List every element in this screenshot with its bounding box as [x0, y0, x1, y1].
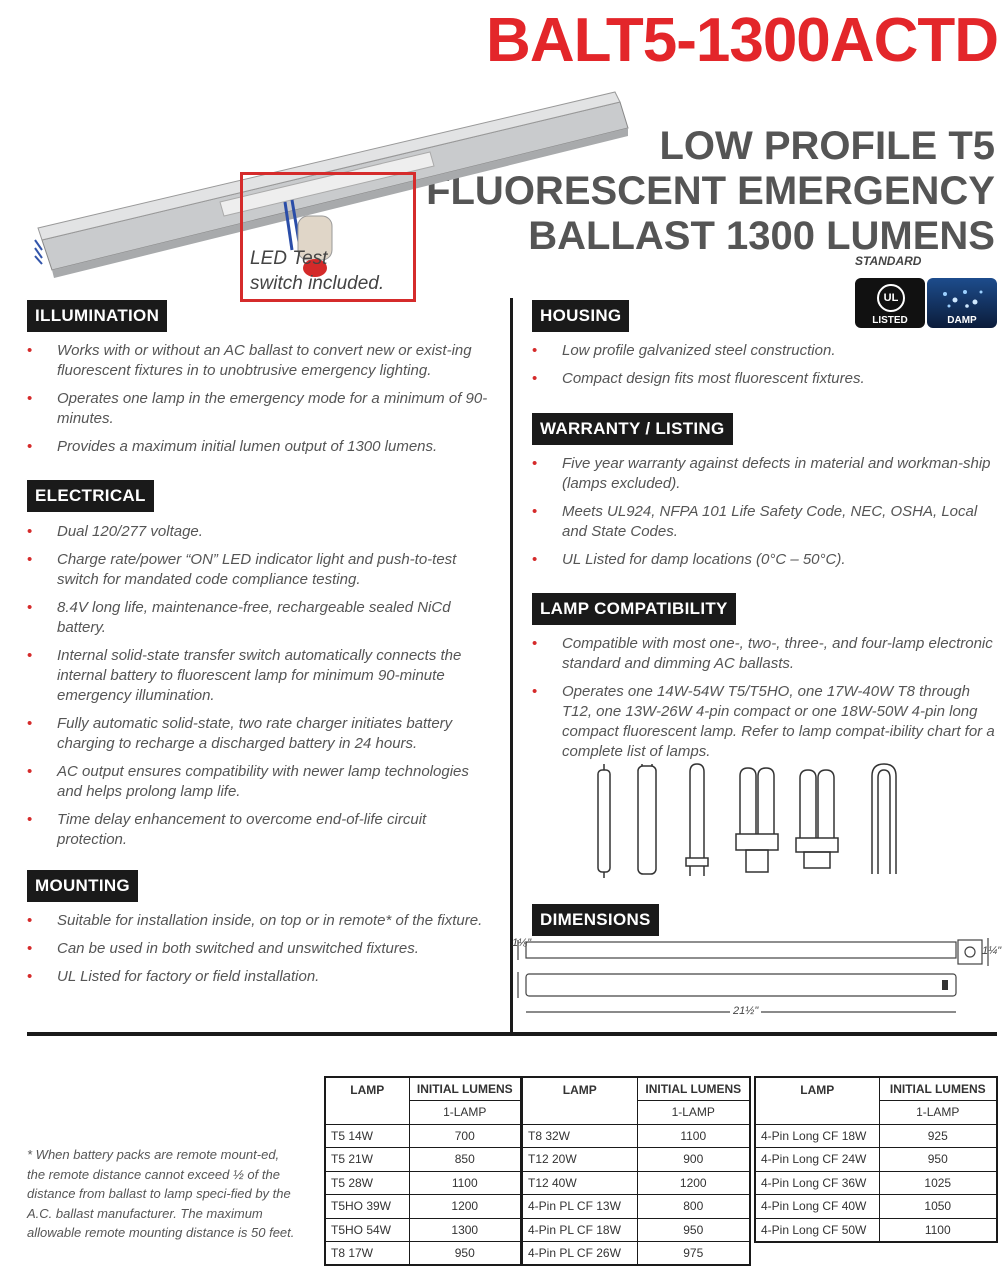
lamp-cell: 4-Pin PL CF 13W	[522, 1195, 637, 1219]
t5-lamp-icon	[598, 764, 610, 878]
water-drops-icon	[937, 286, 987, 312]
electrical-heading	[27, 480, 154, 512]
table-row	[755, 1195, 997, 1219]
table-row	[325, 1218, 521, 1242]
list-item: • Works with or without an AC ballast to convert new or exist-ing fluorescent fixtures in to unobtrusive emergency lighting.	[27, 341, 492, 381]
lumens-cell: 700	[409, 1124, 521, 1148]
dimensions-title: DIMENSIONS	[532, 904, 659, 936]
list-item: • Can be used in both switched and unswitched fixtures.	[27, 939, 497, 959]
col-subheader: 1-LAMP	[637, 1101, 750, 1125]
table-row	[522, 1195, 750, 1219]
table-row	[522, 1124, 750, 1148]
lamp-lumens-table-2	[521, 1076, 751, 1266]
table-row	[755, 1148, 997, 1172]
lamp-cell: 4-Pin Long CF 18W	[755, 1124, 879, 1148]
lamp-cell: 4-Pin Long CF 50W	[755, 1218, 879, 1242]
ul-logo-icon: UL	[877, 284, 905, 312]
col-subheader: 1-LAMP	[409, 1101, 521, 1125]
lamp-cell: 4-Pin Long CF 40W	[755, 1195, 879, 1219]
damp-badge	[927, 278, 997, 328]
lumens-cell: 950	[637, 1218, 750, 1242]
table-row	[755, 1171, 997, 1195]
lumens-cell: 1100	[879, 1218, 997, 1242]
damp-label: DAMP	[947, 315, 977, 326]
mounting-title: MOUNTING	[27, 870, 138, 902]
col-subheader: 1-LAMP	[879, 1101, 997, 1125]
lamp-types-illustration	[590, 762, 910, 880]
col-header-lamp: LAMP	[755, 1077, 879, 1124]
col-header-lumens: INITIAL LUMENS	[637, 1077, 750, 1101]
table-row	[325, 1195, 521, 1219]
electrical-title: ELECTRICAL	[27, 480, 154, 512]
lamp-cell: 4-Pin PL CF 18W	[522, 1218, 637, 1242]
illumination-list	[27, 341, 492, 465]
list-item: • AC output ensures compatibility with newer lamp technologies and helps prolong lamp life.	[27, 762, 492, 802]
lumens-cell: 800	[637, 1195, 750, 1219]
lamp-cell: T5HO 54W	[325, 1218, 409, 1242]
lamp-lumens-table-1	[324, 1076, 522, 1266]
lamp-cell: T5 21W	[325, 1148, 409, 1172]
callout-line: LED Test	[250, 248, 328, 269]
led-test-callout	[250, 246, 384, 296]
u-lamp-icon	[872, 764, 896, 874]
lumens-cell: 1200	[409, 1195, 521, 1219]
list-item: • Provides a maximum initial lumen output of 1300 lumens.	[27, 437, 492, 457]
callout-line: switch included.	[250, 273, 385, 294]
column-divider	[510, 298, 513, 1034]
table-row	[325, 1242, 521, 1266]
table-row	[522, 1148, 750, 1172]
list-item: • Operates one lamp in the emergency mode for a minimum of 90-minutes.	[27, 389, 492, 429]
col-header-lamp: LAMP	[522, 1077, 637, 1124]
section-divider	[27, 1032, 997, 1036]
lumens-cell: 900	[637, 1148, 750, 1172]
lumens-cell: 950	[879, 1148, 997, 1172]
illumination-heading	[27, 300, 167, 332]
lamp-lumens-table-3	[754, 1076, 998, 1243]
lumens-cell: 975	[637, 1242, 750, 1266]
lamp-cell: 4-Pin Long CF 36W	[755, 1171, 879, 1195]
list-item: • Suitable for installation inside, on top or in remote* of the fixture.	[27, 911, 497, 931]
subtitle-line: FLUORESCENT EMERGENCY	[426, 169, 995, 213]
ul-listed-badge	[855, 278, 925, 328]
illumination-title: ILLUMINATION	[27, 300, 167, 332]
lamp-compat-title: LAMP COMPATIBILITY	[532, 593, 736, 625]
lumens-cell: 850	[409, 1148, 521, 1172]
lumens-cell: 1100	[637, 1124, 750, 1148]
lumens-cell: 1200	[637, 1171, 750, 1195]
model-number: BALT5-1300ACTD	[486, 6, 998, 75]
lamp-cell: T8 32W	[522, 1124, 637, 1148]
table-row	[325, 1124, 521, 1148]
list-item: • Compatible with most one-, two-, three-, and four-lamp electronic standard and dimming AC ballasts.	[532, 634, 997, 674]
list-item: • Dual 120/277 voltage.	[27, 522, 492, 542]
warranty-title: WARRANTY / LISTING	[532, 413, 733, 445]
col-header-lumens: INITIAL LUMENS	[409, 1077, 521, 1101]
list-item: • Meets UL924, NFPA 101 Life Safety Code, NEC, OSHA, Local and State Codes.	[532, 502, 997, 542]
table-row	[755, 1124, 997, 1148]
lumens-cell: 1100	[409, 1171, 521, 1195]
lamp-cell: T5 14W	[325, 1124, 409, 1148]
table-row	[325, 1148, 521, 1172]
table-row	[755, 1218, 997, 1242]
lumens-cell: 1025	[879, 1171, 997, 1195]
t8-lamp-icon	[638, 764, 656, 874]
list-item: • Compact design fits most fluorescent fixtures.	[532, 369, 997, 389]
warranty-list	[532, 454, 997, 578]
lumens-cell: 1050	[879, 1195, 997, 1219]
list-item: • Operates one 14W-54W T5/T5HO, one 17W-40W T8 through T12, one 13W-26W 4-pin compact or one 18W-50W 4-pin long compact fluorescent lamp. Refer to lamp compat-ibility chart for a complete list of lamps.	[532, 682, 997, 762]
list-item: • UL Listed for damp locations (0°C – 50°C).	[532, 550, 997, 570]
lamp-cell: 4-Pin Long CF 24W	[755, 1148, 879, 1172]
dim-width-label: 1¼"	[982, 945, 1002, 957]
table-row	[522, 1171, 750, 1195]
dim-height-label: 1⅛"	[512, 937, 532, 949]
electrical-list	[27, 522, 492, 858]
lamp-cell: T8 17W	[325, 1242, 409, 1266]
warranty-heading	[532, 413, 733, 445]
list-item: • Low profile galvanized steel construction.	[532, 341, 997, 361]
standard-label: STANDARD	[855, 254, 922, 268]
col-header-lamp: LAMP	[325, 1077, 409, 1124]
lamp-cell: 4-Pin PL CF 26W	[522, 1242, 637, 1266]
listed-label: LISTED	[872, 315, 908, 326]
lamp-cell: T5 28W	[325, 1171, 409, 1195]
table-row	[522, 1242, 750, 1266]
list-item: • Charge rate/power “ON” LED indicator light and push-to-test switch for mandated code compliance testing.	[27, 550, 492, 590]
mounting-list	[27, 911, 497, 995]
long-cf-lamp-icon	[686, 764, 708, 876]
housing-list	[532, 341, 997, 397]
quad-cf-lamp-icon	[796, 770, 838, 868]
lumens-cell: 950	[409, 1242, 521, 1266]
lamp-cell: T12 40W	[522, 1171, 637, 1195]
subtitle-line: LOW PROFILE T5	[659, 124, 995, 168]
list-item: • 8.4V long life, maintenance-free, rechargeable sealed NiCd battery.	[27, 598, 492, 638]
col-header-lumens: INITIAL LUMENS	[879, 1077, 997, 1101]
list-item: • Five year warranty against defects in material and workman-ship (lamps excluded).	[532, 454, 997, 494]
table-row	[325, 1171, 521, 1195]
pl-cf-lamp-icon	[736, 768, 778, 872]
lumens-cell: 1300	[409, 1218, 521, 1242]
table-row	[522, 1218, 750, 1242]
lamp-compat-list	[532, 634, 997, 770]
lamp-cell: T5HO 39W	[325, 1195, 409, 1219]
lamp-compat-heading	[532, 593, 736, 625]
housing-heading	[532, 300, 629, 332]
mounting-heading	[27, 870, 138, 902]
list-item: • Internal solid-state transfer switch automatically connects the internal battery to fluorescent lamp for minimum 90-minute emergency illumination.	[27, 646, 492, 706]
list-item: • Fully automatic solid-state, two rate charger initiates battery charging to recharge a discharged battery in 24 hours.	[27, 714, 492, 754]
subtitle-line: BALLAST 1300 LUMENS	[528, 214, 995, 258]
lamp-cell: T12 20W	[522, 1148, 637, 1172]
list-item: • Time delay enhancement to overcome end-of-life circuit protection.	[27, 810, 492, 850]
list-item: • UL Listed for factory or field installation.	[27, 967, 497, 987]
remote-mount-footnote: * When battery packs are remote mount-ed, the remote distance cannot exceed ½ of the distance from ballast to lamp speci-fied by the A.C. ballast manufacturer. The maximum allowable remote mounting distance is 50 feet.	[27, 1147, 295, 1240]
lumens-cell: 925	[879, 1124, 997, 1148]
housing-title: HOUSING	[532, 300, 629, 332]
dim-length-label: 21½"	[730, 1005, 761, 1017]
